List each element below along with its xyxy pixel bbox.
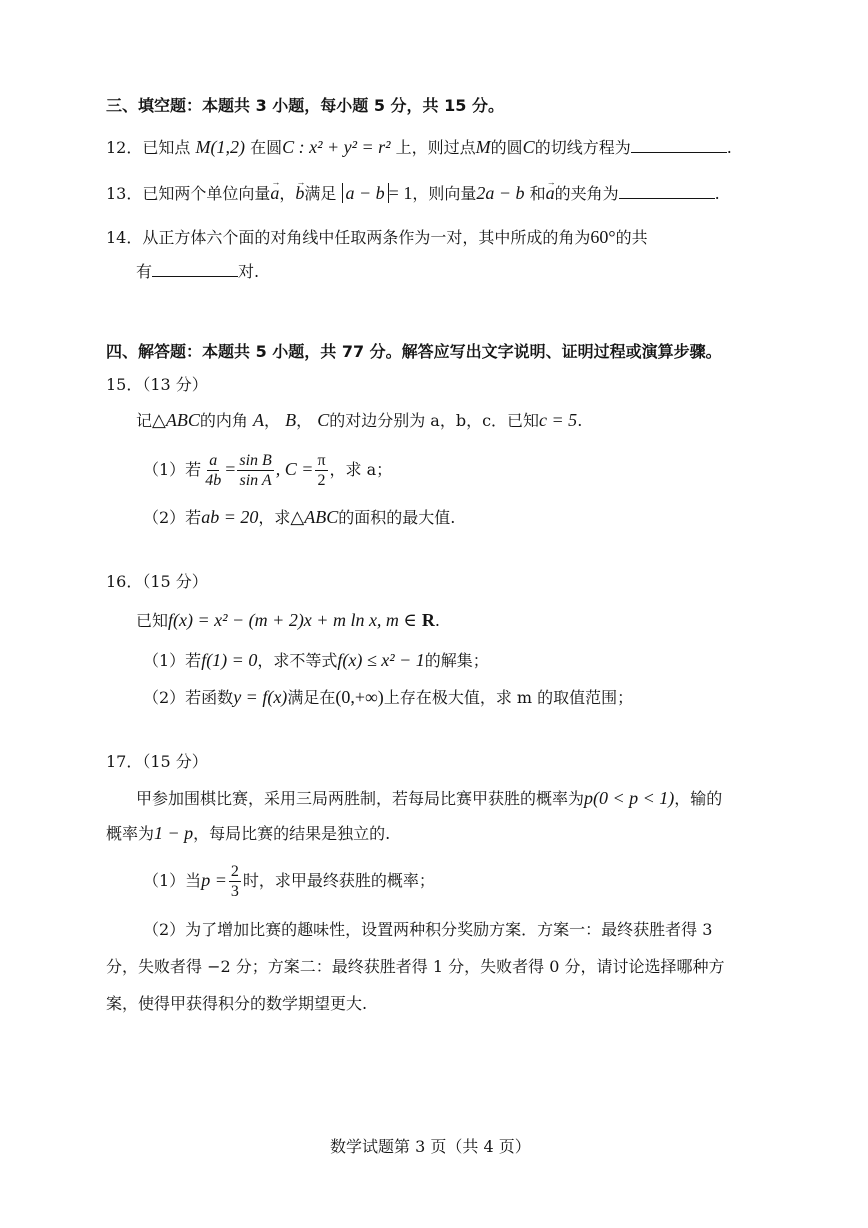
q14-text-1: 从正方体六个面的对角线中任取两条作为一对，其中所成的角为 (142, 228, 591, 247)
q17-part-2-line-2: 分，失败者得 −2 分；方案二：最终获胜者得 1 分，失败者得 0 分，请讨论选择哪种方 (106, 957, 725, 976)
q16-inequality: f(x) ≤ x² − 1 (337, 650, 425, 670)
q17-stem-line-1 (136, 786, 722, 811)
q15-part-1-label: （1）若 (143, 460, 202, 479)
q17-part-1-label: （1）当 (143, 871, 202, 890)
q17-lose-prob: 1 − p (154, 823, 194, 843)
q12-text-1: 已知点 (142, 138, 191, 157)
q12-number: 12． (106, 138, 143, 157)
q13-answer-blank (619, 180, 715, 199)
q17-stem-2: ，输的 (674, 789, 723, 808)
q15-frac-2-den: sin A (239, 472, 272, 489)
question-14-line-2 (136, 258, 259, 284)
q16-function: f(x) = x² − (m + 2)x + m ln x, m ∈ (168, 610, 417, 630)
q15-part-2-triangle: △ABC (290, 507, 339, 527)
q17-number: 17．（15 分） (106, 752, 208, 771)
q15-frac-1-num: a (209, 452, 218, 469)
q17-frac-den: 3 (230, 883, 239, 900)
q15-frac-3-den: 2 (317, 472, 326, 489)
q12-var-c: C (522, 137, 535, 157)
q16-part-2-label: （2）若函数 (143, 688, 234, 707)
q14-text-3: 有 (136, 262, 153, 281)
q13-text-3: ，则向量 (412, 184, 477, 203)
q13-number: 13． (106, 184, 143, 203)
q12-answer-blank (631, 134, 727, 153)
q17-fraction-two-thirds (229, 862, 241, 901)
q13-vector-expr: 2a − b (476, 183, 525, 203)
q15-angle-b: B (285, 410, 297, 430)
q14-number: 14． (106, 228, 143, 247)
q14-text-2: 的共 (615, 228, 648, 247)
q15-part-2 (143, 505, 455, 530)
q15-angle-c: C (317, 410, 330, 430)
page-footer: 数学试题第 3 页（共 4 页） (330, 1137, 531, 1156)
q15-angle-a: A (252, 410, 264, 430)
q15-part-2-text-2: 的面积的最大值. (338, 508, 456, 527)
q13-text-5: 的夹角为 (554, 184, 619, 203)
q16-part-1-label: （1）若 (143, 651, 202, 670)
q16-part-1-text-1: ，求不等式 (257, 651, 338, 670)
q16-real-set: R (421, 610, 435, 630)
q16-part-1-text-2: 的解集； (424, 651, 489, 670)
q15-equals: = (225, 459, 236, 479)
q17-part-1-tail: 时，求甲最终获胜的概率； (242, 871, 435, 890)
q17-part-1 (143, 858, 435, 903)
q15-part-2-label: （2）若 (143, 508, 202, 527)
q13-text-1: 已知两个单位向量 (142, 184, 271, 203)
q12-text-4: 的圆 (490, 138, 523, 157)
q15-stem-3: 的对边分别为 a，b，c．已知 (329, 411, 540, 430)
q15-stem-4: . (577, 411, 583, 430)
q17-stem-1: 甲参加围棋比赛，采用三局两胜制，若每局比赛甲获胜的概率为 (136, 789, 585, 808)
q12-text-3: 上，则过点 (395, 138, 476, 157)
q16-stem-2: . (434, 611, 440, 630)
q13-comma: ， (279, 184, 296, 203)
q13-text-4: 和 (529, 184, 546, 203)
q15-c-equals: , C = (275, 459, 314, 479)
question-13 (106, 180, 720, 206)
q12-circle: C : x² + y² = r² (282, 137, 391, 157)
q15-part-2-cond: ab = 20 (201, 507, 259, 527)
q15-part-1 (143, 448, 392, 491)
q16-part-2-text-1: 满足在 (287, 688, 336, 707)
q16-interval: (0,+∞) (335, 687, 384, 707)
q16-number: 16．（15 分） (106, 572, 208, 591)
q15-triangle: △ABC (152, 410, 200, 430)
q12-var-m: M (475, 137, 491, 157)
q17-part-2-line-3: 案，使得甲获得积分的数学期望更大. (106, 994, 368, 1013)
q12-text-5: 的切线方程为 (534, 138, 631, 157)
q17-probability: p(0 < p < 1) (584, 788, 675, 808)
section-4-header: 四、解答题：本题共 5 小题，共 77 分。解答应写出文字说明、证明过程或演算步骤。 (106, 342, 722, 361)
q15-frac-3-num: π (317, 452, 326, 469)
q16-part-1 (143, 648, 489, 673)
q13-end: . (714, 184, 720, 203)
q15-stem (136, 408, 582, 433)
q13-vector-a-2: → a (546, 181, 555, 205)
q15-part-1-tail: ，求 a； (329, 460, 393, 479)
q12-point: M(1,2) (195, 137, 245, 157)
q14-answer-blank (152, 258, 238, 277)
q15-fraction-sin (237, 451, 273, 490)
q15-number: 15．（13 分） (106, 375, 208, 394)
q17-frac-num: 2 (230, 863, 239, 880)
q15-stem-2: 的内角 (199, 411, 248, 430)
q14-degree: 60° (590, 227, 616, 247)
q13-abs-expr: a − b (342, 183, 389, 203)
q16-part-2 (143, 685, 633, 710)
q15-stem-1: 记 (136, 411, 153, 430)
q16-stem (136, 608, 440, 633)
q13-text-2: 满足 (304, 184, 337, 203)
q15-sep-bc: ， (296, 411, 313, 430)
q15-frac-1-den: 4b (205, 472, 222, 489)
question-12 (106, 134, 732, 160)
section-3-header: 三、填空题：本题共 3 小题，每小题 5 分，共 15 分。 (106, 96, 504, 115)
q16-part-1-cond: f(1) = 0 (201, 650, 258, 670)
q15-part-2-text-1: ，求 (258, 508, 291, 527)
q16-part-2-text-2: 上存在极大值，求 m 的取值范围； (383, 688, 634, 707)
q15-fraction-pi (315, 451, 327, 490)
q17-part-2-line-1: （2）为了增加比赛的趣味性，设置两种积分奖励方案．方案一：最终获胜者得 3 (143, 920, 713, 939)
q15-sep-ab: ， (263, 411, 280, 430)
q15-given: c = 5 (539, 410, 578, 430)
q12-end: . (726, 138, 732, 157)
q13-vector-b: → b (295, 181, 304, 205)
q17-stem-4: ，每局比赛的结果是独立的. (193, 824, 391, 843)
q12-text-2: 在圆 (250, 138, 283, 157)
q17-stem-3: 概率为 (106, 824, 155, 843)
q17-stem-line-2 (106, 821, 390, 846)
q13-eq: = 1 (388, 183, 413, 203)
q14-text-4: 对. (238, 262, 260, 281)
q15-frac-2-num: sin B (239, 452, 272, 469)
q17-p-equals: p = (201, 870, 227, 890)
q16-part-2-function: y = f(x) (233, 687, 288, 707)
q13-vector-a: → a (270, 181, 279, 205)
question-14-line-1 (106, 225, 648, 250)
q15-fraction-a-4b (203, 451, 223, 490)
q16-stem-1: 已知 (136, 611, 169, 630)
